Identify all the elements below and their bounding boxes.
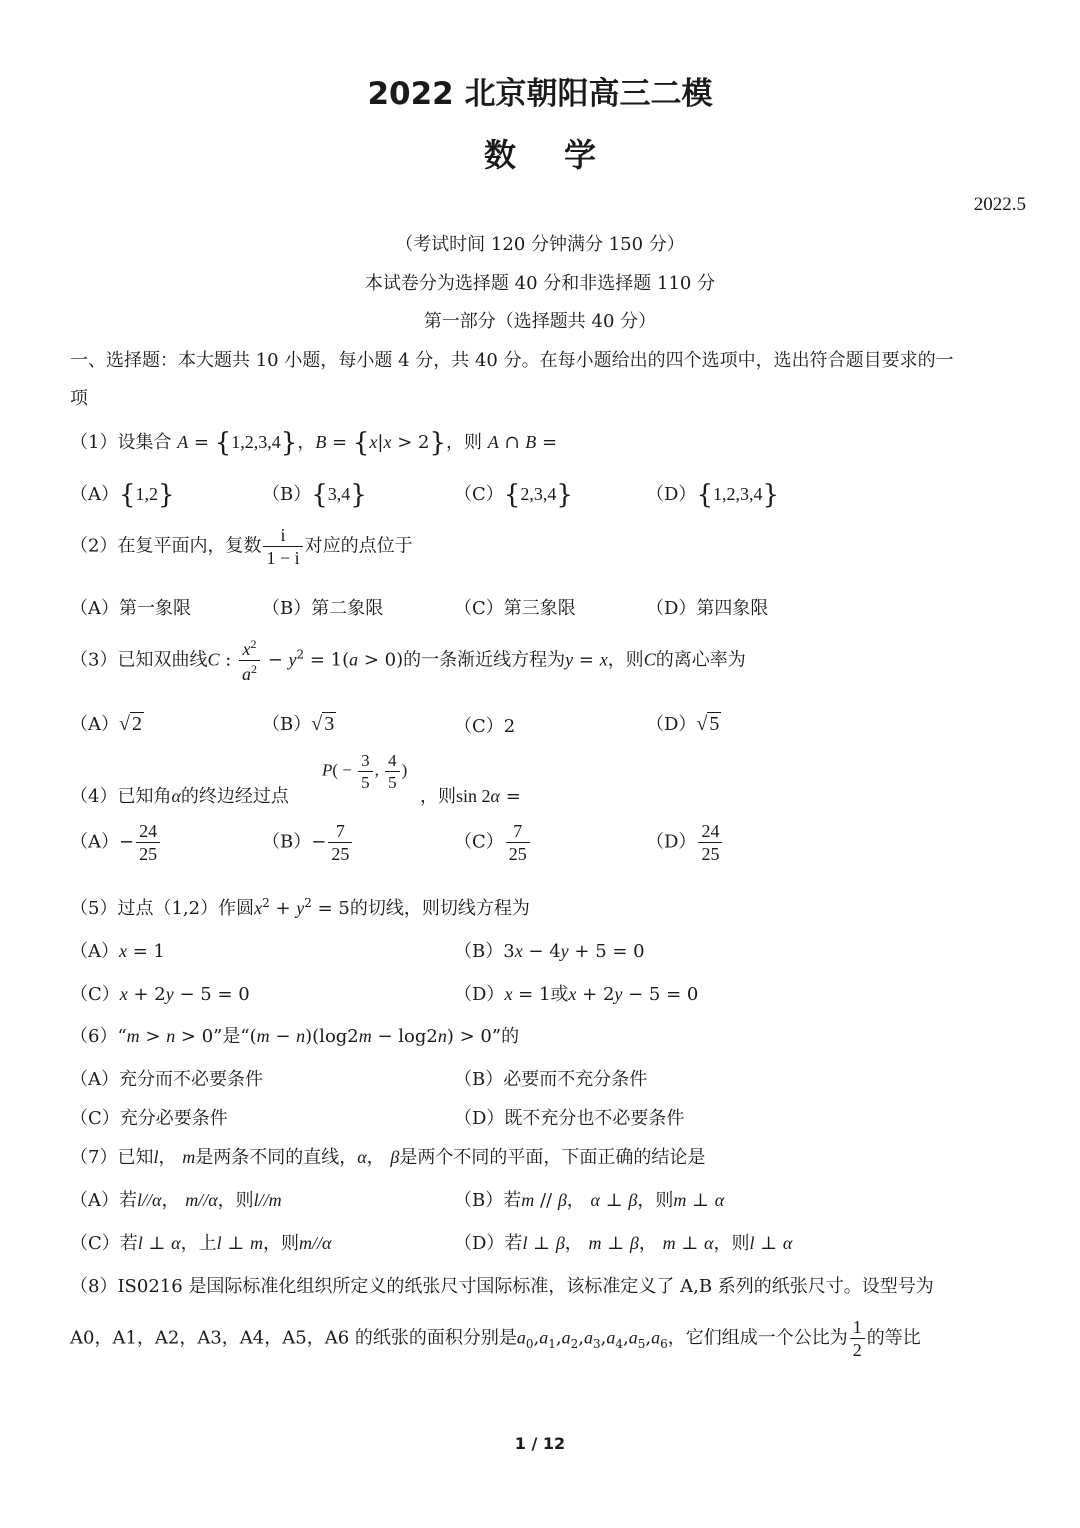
question-2-option-c: （C）第三象限 [454,598,576,619]
question-7-option-a: （A）若l//α， m//α，则l//m [70,1190,282,1211]
question-1-label: （1）设集合 [70,432,172,453]
question-5-option-a: （A）x = 1 [70,941,165,962]
score-split-note: 本试卷分为选择题 40 分和非选择题 110 分 [364,273,716,294]
question-5-stem: （5）过点（1,2）作圆$x^2 + y^2 = 5$的切线，则切线方程为 [70,896,530,919]
question-4-option-d: （D） $\frac{24}{25}$ [646,822,724,863]
section-instruction-line1: 一、选择题：本大题共 10 小题，每小题 4 分，共 40 分。在每小题给出的四个选项中，选出符合题目要求的一 [70,350,954,371]
exam-time-note: （考试时间 120 分钟满分 150 分） [395,234,685,255]
question-8-line1: （8）IS0216 是国际标准化组织所定义的纸张尺寸国际标准，该标准定义了 A,B 系列的纸张尺寸。设型号为 [70,1276,934,1297]
question-4-stem: （4）已知角α的终边经过点 [70,786,289,807]
question-7-option-b: （B）若m // β， α ⊥ β，则m ⊥ α [454,1190,725,1211]
question-5-option-b: （B）3x − 4y + 5 = 0 [454,941,645,962]
question-8-line2: A0，A1，A2，A3，A4，A5，A6 的纸张的面积分别是$a_0,a_1,a_2,a_3,a_4,a_5,a_6$，它们组成一个公比为 $\frac{1}{2}$ 的等比 [70,1317,921,1360]
question-4-option-a: （A）− $\frac{24}{25}$ [70,822,162,863]
question-4-point: P( − $\frac{3}{5}$ , $\frac{4}{5}$ ) [322,751,408,792]
question-5-option-c: （C）x + 2y − 5 = 0 [70,984,250,1005]
question-3-option-a: （A）√ 2 [70,713,142,735]
question-7-stem: （7）已知l， m是两条不同的直线，α， β是两个不同的平面，下面正确的结论是 [70,1147,706,1168]
page-number: 1 / 12 [514,1434,566,1453]
question-5-option-d: （D）x = 1或x + 2y − 5 = 0 [454,984,699,1005]
question-7-option-c: （C）若l ⊥ α，上l ⊥ m，则m//α [70,1233,332,1254]
question-1-stem: （1）设集合 A = {1,2,3,4}，B = {x|x > 2}，则 A ∩ B = [70,428,558,458]
question-3-option-b: （B）√ 3 [262,713,335,735]
question-3-stem: （3）已知双曲线C : $\frac{x^2}{a^2}$ − $y^2 = 1(a > 0)$的一条渐近线方程为y = x，则C的离心率为 [70,637,746,684]
question-3-option-c: （C）2 [454,716,516,737]
question-4-option-b: （B）− $\frac{7}{25}$ [262,822,354,863]
section-instruction-line2: 项 [70,388,88,409]
question-1-option-d: （D）{1,2,3,4} [646,480,780,510]
question-1-option-c: （C）{2,3,4} [454,480,573,510]
question-4-ask: ，则sin 2α = [420,786,521,807]
subject-title: 数学 [483,136,644,174]
question-2-option-b: （B）第二象限 [262,598,384,619]
question-6-option-b: （B）必要而不充分条件 [454,1069,648,1090]
question-1-option-b: （B）{3,4} [262,480,367,510]
part-one-heading: 第一部分（选择题共 40 分） [423,311,657,332]
question-2-option-d: （D）第四象限 [646,598,769,619]
question-6-stem: （6）“m > n > 0”是“(m − n)(log2m − log2n) > 0”的 [70,1026,520,1047]
exam-date: 2022.5 [973,194,1026,215]
question-6-option-d: （D）既不充分也不必要条件 [454,1108,685,1129]
question-3-option-d: （D）√ 5 [646,713,720,735]
question-6-option-a: （A）充分而不必要条件 [70,1069,263,1090]
question-7-option-d: （D）若l ⊥ β， m ⊥ β， m ⊥ α，则l ⊥ α [454,1233,793,1254]
question-6-option-c: （C）充分必要条件 [70,1108,228,1129]
question-2-option-a: （A）第一象限 [70,598,191,619]
question-4-option-c: （C） $\frac{7}{25}$ [454,822,532,863]
question-1-option-a: （A）{1,2} [70,480,175,510]
question-2-stem: （2）在复平面内，复数 $\frac{i}{1 - i}$ 对应的点位于 [70,525,413,568]
page-title: 2022 北京朝阳高三二模 [367,76,713,112]
